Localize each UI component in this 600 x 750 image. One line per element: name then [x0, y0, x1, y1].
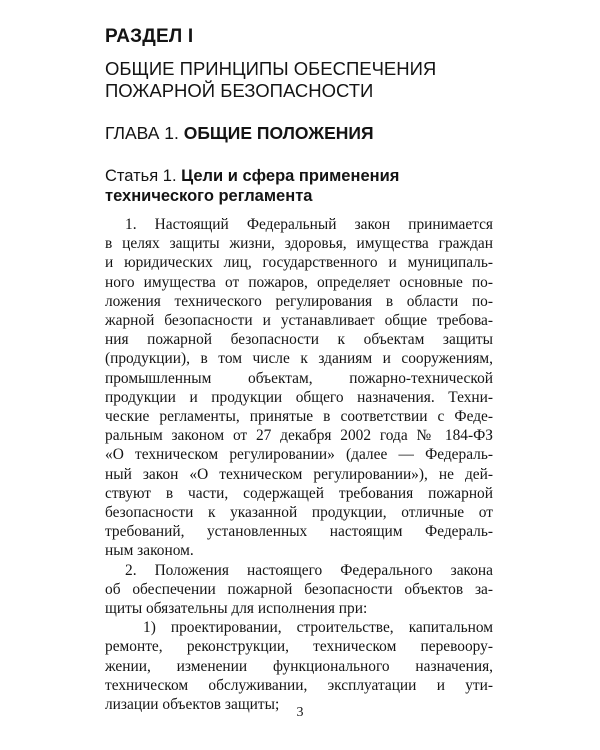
article-name: Цели и сфера применения [181, 167, 400, 185]
body-line: об обеспечении пожарной безопасности объектов за- [105, 580, 493, 598]
article-heading-line [105, 166, 525, 186]
body-line: ческие регламенты, принятые в соответствии с Феде- [105, 408, 493, 426]
body-line: в целях защиты жизни, здоровья, имущества граждан [105, 235, 493, 253]
body-line: «О техническом регулировании» (далее — Федераль- [105, 446, 493, 464]
article-name-continued: технического регламента [105, 187, 313, 205]
body-line: продукции и продукции общего назначения. Техни- [105, 388, 493, 406]
article-prefix: Статья 1. [105, 167, 182, 185]
body-line: ремонте, реконструкции, техническом перевоору- [105, 638, 493, 656]
body-line: безопасности к указанной продукции, отличные от [105, 504, 493, 522]
body-line: и юридических лиц, государственного и муниципаль- [105, 254, 493, 272]
page-number: 3 [296, 705, 304, 720]
body-line: щиты обязательны для исполнения при: [105, 600, 368, 618]
article-body [105, 215, 493, 714]
body-line: ствуют в части, содержащей требования пожарной [105, 484, 493, 502]
body-line: ного имущества от пожаров, определяет основные по- [105, 273, 493, 291]
body-line: промышленным объектам, пожарно-технической [105, 369, 493, 387]
body-line: 2. Положения настоящего Федерального закона [125, 561, 493, 579]
body-line: жении, изменении функционального назначения, [105, 657, 493, 675]
body-line: ным законом. [105, 542, 194, 560]
body-line: 1) проектировании, строительстве, капитальном [143, 619, 493, 637]
body-line: лизации объектов защиты; [105, 696, 280, 714]
body-line: ложения технического регулирования в области по- [105, 292, 493, 310]
section-label: РАЗДЕЛ I [105, 26, 194, 47]
body-line: техническом обслуживании, эксплуатации и ути- [105, 676, 493, 694]
section-title-line: ОБЩИЕ ПРИНЦИПЫ ОБЕСПЕЧЕНИЯ [105, 58, 437, 79]
chapter-name: ОБЩИЕ ПОЛОЖЕНИЯ [183, 123, 374, 143]
chapter-heading [105, 123, 374, 144]
section-title-line: ПОЖАРНОЙ БЕЗОПАСНОСТИ [105, 80, 374, 101]
body-line: ния пожарной безопасности к объектам защиты [105, 331, 493, 349]
section-title [105, 58, 525, 102]
chapter-prefix: ГЛАВА 1. [105, 123, 184, 143]
body-line: ральным законом от 27 декабря 2002 года № 184-ФЗ [105, 427, 493, 445]
body-line: требований, установленных настоящим Федераль- [105, 523, 493, 541]
body-line: 1. Настоящий Федеральный закон принимается [125, 216, 493, 233]
body-line: ный закон «О техническом регулировании»), не дей- [105, 465, 493, 483]
body-line: жарной безопасности и устанавливает общие требова- [105, 312, 493, 330]
article-heading [105, 166, 525, 206]
body-line: (продукции), в том числе к зданиям и сооружениям, [105, 350, 493, 368]
